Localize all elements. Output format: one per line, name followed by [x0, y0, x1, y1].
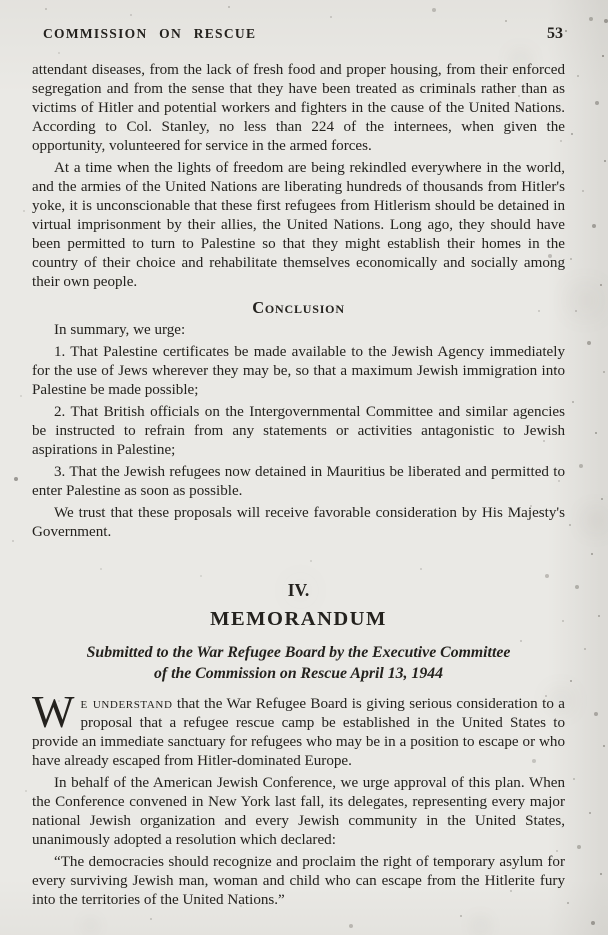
- opening-rest: that the War Refugee Board is giving serious consideration to a proposal that a refugee rescue camp be established in the United States to provide an immediate sanctuary for refugees who may be in a position to escape or who have already escaped from Hitler-dominated Europe.: [32, 696, 565, 769]
- paragraph-lights-of-freedom: At a time when the lights of freedom are being rekindled everywhere in the world, and the armies of the United Nations are liberating hundreds of thousands from Hitler's yoke, it is unconscionable that these first refugees from Hitlerism should be detained in virtual imprisonment by their allies, the United Nations. Long ago, they should have been permitted to turn to Palestine so that they might establish their homes in the country of their choice and rehabilitate themselves economically and socially among their own people.: [32, 160, 565, 290]
- dropcap-w: W: [32, 687, 75, 737]
- conclusion-closing: We trust that these proposals will receive favorable consideration by His Majesty's Government.: [32, 505, 565, 540]
- memorandum-opening-paragraph: [32, 687, 565, 771]
- section-number: IV.: [287, 580, 310, 600]
- memorandum-subtitle: [32, 642, 565, 684]
- text-block: [32, 0, 565, 910]
- conclusion-item-3: 3. That the Jewish refugees now detained in Mauritius be liberated and permitted to enter Palestine as soon as possible.: [32, 464, 565, 499]
- running-title: COMMISSION ON RESCUE: [43, 26, 257, 41]
- page-number: 53: [547, 25, 563, 42]
- memorandum-subtitle-line-1: Submitted to the War Refugee Board by the Executive Committee: [86, 644, 511, 661]
- conclusion-item-2: 2. That British officials on the Intergovernmental Committee and similar agencies be instructed to refrain from any statements or activities antagonistic to Jewish aspirations in Palestine;: [32, 404, 565, 458]
- scan-noise-blotches: [0, 0, 1, 1]
- memorandum-subtitle-line-2: of the Commission on Rescue April 13, 1944: [153, 665, 444, 682]
- memorandum-title: MEMORANDUM: [210, 608, 387, 630]
- paragraph-internees: attendant diseases, from the lack of fresh food and proper housing, from their enforced segregation and from the sense that they have been treated as criminals rather than as victims of Hitler and potential workers and fighters in the cause of the United Nations. According to Col. Stanley, no less than 224 of the internees, when given the opportunity, volunteered for service in the armed forces.: [32, 62, 565, 154]
- conclusion-intro: In summary, we urge:: [54, 322, 186, 338]
- page-header: [32, 25, 565, 43]
- conclusion-item-1: 1. That Palestine certificates be made available to the Jewish Agency immediately for the use of Jews wherever they may be, so that a maximum Jewish immigration into Palestine be made possible;: [32, 344, 565, 398]
- opening-lead-smallcaps: e understand: [80, 696, 173, 712]
- conclusion-heading: Conclusion: [252, 298, 345, 317]
- memorandum-paragraph-conference: In behalf of the American Jewish Conference, we urge approval of this plan. When the Conference convened in New York last fall, its delegates, representing every major national Jewish organization and every Jewish community in the United States, unanimously adopted a resolution which declared:: [32, 775, 565, 848]
- memorandum-resolution-quote: “The democracies should recognize and proclaim the right of temporary asylum for every surviving Jewish man, woman and child who can escape from the Hitlerite fury into the territories of the United Nations.”: [32, 854, 565, 908]
